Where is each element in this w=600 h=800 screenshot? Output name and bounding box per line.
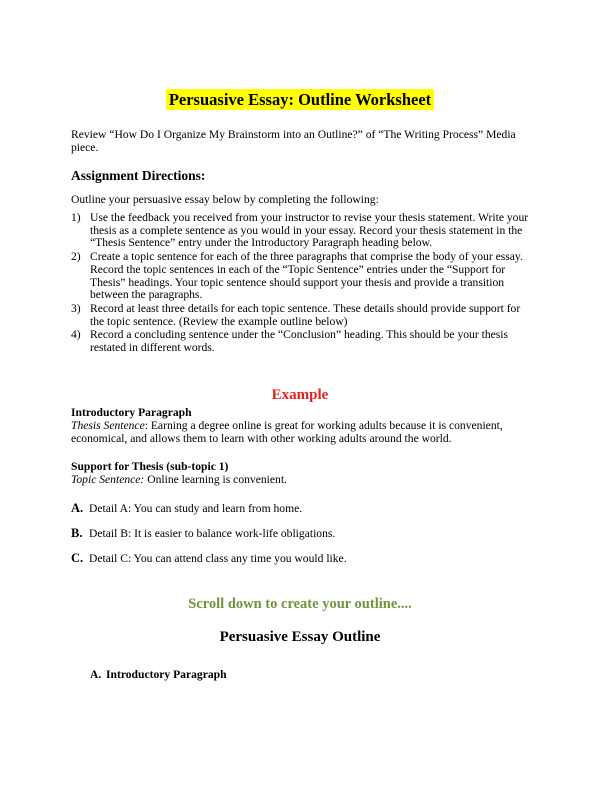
directions-item (71, 303, 533, 328)
intro-paragraph: Review “How Do I Organize My Brainstorm into an Outline?” of “The Writing Process” Media piece. (71, 128, 516, 154)
item-number: 2) (71, 250, 81, 264)
example-thesis (71, 419, 533, 445)
example-heading: Example (271, 387, 329, 403)
directions-item (71, 251, 533, 302)
outline-label: Introductory Paragraph (106, 668, 227, 681)
title-wrap (0, 89, 600, 110)
outline-item-intro (90, 668, 227, 681)
topic-label: Topic Sentence: (71, 473, 145, 486)
outline-title: Persuasive Essay Outline (219, 629, 381, 645)
outline-letter: A. (90, 668, 102, 681)
directions-heading: Assignment Directions: (71, 168, 206, 183)
directions-item (71, 329, 533, 354)
detail-letter: B. (71, 526, 83, 540)
directions-list (71, 212, 533, 356)
directions-lead: Outline your persuasive essay below by completing the following: (71, 193, 379, 206)
detail-letter: A. (71, 501, 84, 515)
item-number: 3) (71, 301, 81, 315)
thesis-text: : Earning a degree online is great for working adults because it is convenient, economical, and allows them to learn with other working adults around the world. (71, 419, 503, 445)
example-support-heading: Support for Thesis (sub-topic 1) (71, 460, 229, 473)
item-number: 4) (71, 328, 81, 342)
example-intro-heading: Introductory Paragraph (71, 406, 192, 419)
thesis-label: Thesis Sentence (71, 419, 145, 432)
example-detail (71, 552, 347, 565)
detail-text: Detail B: It is easier to balance work-life obligations. (89, 527, 336, 540)
item-text: Create a topic sentence for each of the three paragraphs that comprise the body of your essay. Record the topic sentences in each of the “Topic Sentence” entries under the “Support for Thesis” headings. Your topic sentence should support your thesis and provide a transition between the paragraphs. (90, 250, 523, 302)
scroll-note: Scroll down to create your outline.... (188, 596, 412, 612)
detail-letter: C. (71, 551, 84, 565)
directions-item (71, 212, 533, 250)
topic-text: Online learning is convenient. (144, 473, 287, 486)
page-title: Persuasive Essay: Outline Worksheet (166, 89, 434, 110)
detail-text: Detail C: You can attend class any time you would like. (89, 552, 347, 565)
item-text: Record at least three details for each topic sentence. These details should provide support for the topic sentence. (Review the example outline below) (90, 301, 521, 328)
example-topic (71, 473, 533, 486)
item-text: Record a concluding sentence under the “Conclusion” heading. This should be your thesis restated in different words. (90, 328, 509, 355)
item-text: Use the feedback you received from your instructor to revise your thesis statement. Write your thesis as a complete sentence as you would in your essay. Record your thesis statement in the “Thesis Sentence” entry under the Introductory Paragraph heading below. (90, 211, 529, 250)
item-number: 1) (71, 211, 81, 224)
example-detail (71, 527, 335, 540)
detail-text: Detail A: You can study and learn from home. (89, 502, 303, 515)
example-detail (71, 502, 302, 515)
